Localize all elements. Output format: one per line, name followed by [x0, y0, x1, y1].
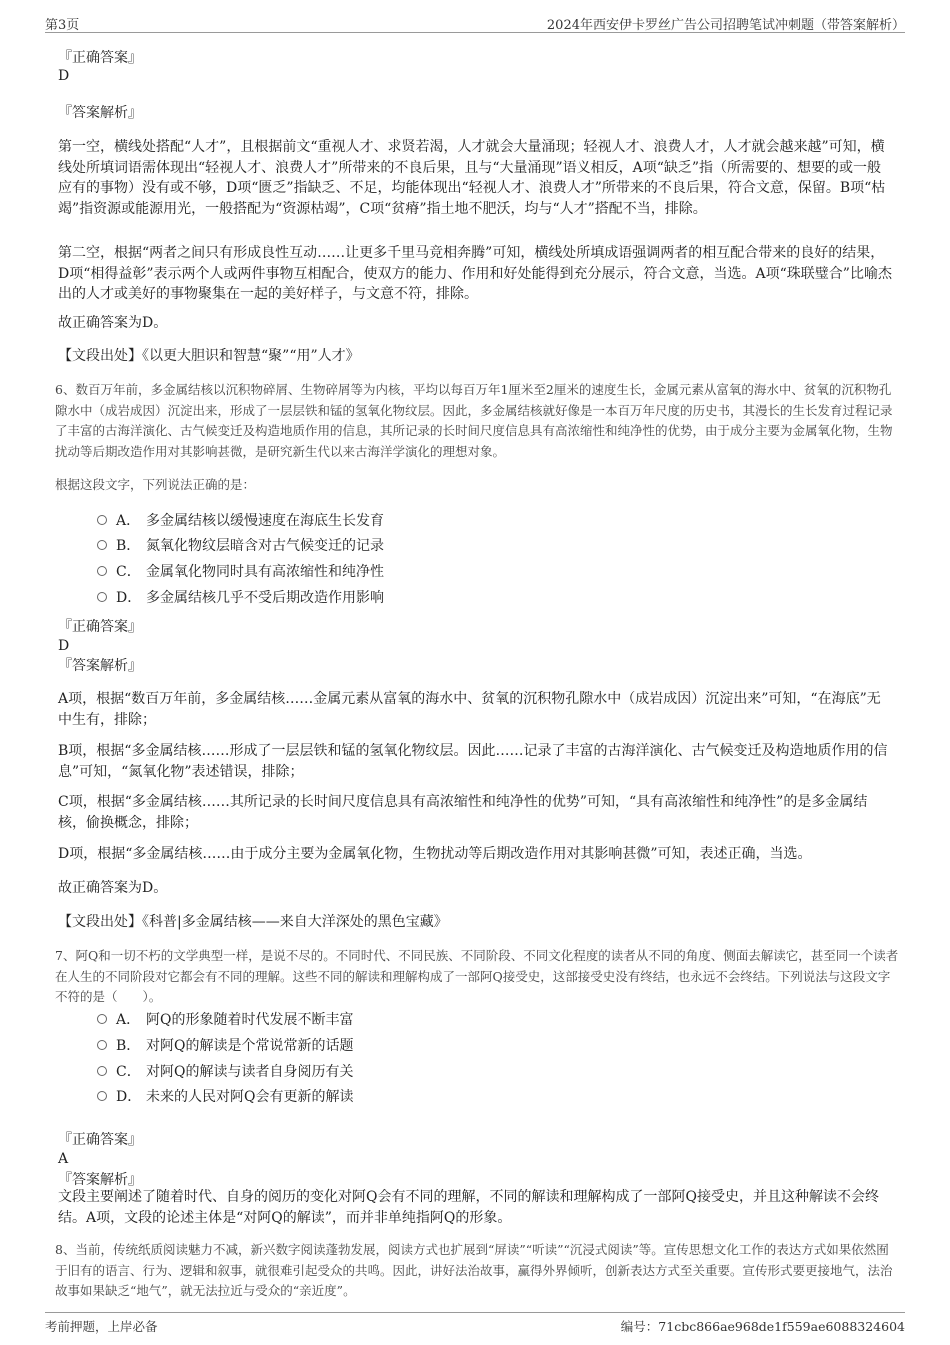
- q7-stem: 7、阿Q和一切不朽的文学典型一样，是说不尽的。不同时代、不同民族、不同阶段、不同文化程度的读者从不同的角度、侧面去解读它，甚至同一个读者在人生的不同阶段对它都会有不同的理解。这些不同的解读和理解构成了一部阿Q接受史，这部接受史没有终结，也永远不会终结。下列说法与这段文字不符的是（ ）。: [55, 948, 899, 1004]
- q5-answer: D: [58, 68, 70, 84]
- q6-conclusion: 故正确答案为D。: [58, 880, 168, 896]
- q6-analysis-d: D项，根据“多金属结核……由于成分主要为金属氧化物，生物扰动等后期改造作用对其影响甚微”可知，表述正确，当选。: [58, 846, 812, 862]
- radio-icon[interactable]: [97, 1091, 107, 1101]
- q5-analysis-p2: 第二空，根据“两者之间只有形成良性互动……让更多千里马竞相奔腾”可知，横线处所填成语强调两者的相互配合带来的良好的结果，D项“相得益彰”表示两个人或两件事物互相配合，使双方的能力、作用和好处能得到充分展示，符合文意，当选。A项“珠联璧合”比喻杰出的人才或美好的事物聚集在一起的美好样子，与文意不符，排除。: [58, 245, 892, 302]
- q6-option-a[interactable]: A． 多金属结核以缓慢速度在海底生长发育: [97, 511, 384, 531]
- q7-analysis-label: 『答案解析』: [58, 1172, 142, 1188]
- radio-icon[interactable]: [97, 1040, 107, 1050]
- q6-source: 【文段出处】《科普|多金属结核——来自大洋深处的黑色宝藏》: [58, 914, 448, 930]
- footer-slogan: 考前押题，上岸必备: [45, 1319, 158, 1334]
- radio-icon[interactable]: [97, 1066, 107, 1076]
- page-footer: [45, 1312, 905, 1336]
- q7-option-b[interactable]: B． 对阿Q的解读是个常说常新的话题: [97, 1036, 353, 1056]
- q5-analysis-label: 『答案解析』: [58, 105, 142, 121]
- radio-icon[interactable]: [97, 566, 107, 576]
- q6-answer: D: [58, 638, 70, 654]
- q6-analysis-label: 『答案解析』: [58, 658, 142, 674]
- q5-answer-label: 『正确答案』: [58, 50, 142, 66]
- q5-source: 【文段出处】《以更大胆识和智慧“聚”“用”人才》: [58, 348, 360, 364]
- q7-option-c[interactable]: C． 对阿Q的解读与读者自身阅历有关: [97, 1062, 353, 1082]
- q6-analysis-a: A项，根据“数百万年前，多金属结核……金属元素从富氧的海水中、贫氧的沉积物孔隙水中（成岩成因）沉淀出来”可知，“在海底”无中生有，排除；: [58, 691, 881, 728]
- q6-option-c[interactable]: C． 金属氧化物同时具有高浓缩性和纯净性: [97, 562, 384, 582]
- footer-code: 编号：71cbc866ae968de1f559ae6088324604: [620, 1319, 905, 1334]
- q7-answer: A: [58, 1151, 69, 1167]
- q8-stem: 8、当前，传统纸质阅读魅力不减，新兴数字阅读蓬勃发展，阅读方式也扩展到“屏读”“听读”“沉浸式阅读”等。宣传思想文化工作的表达方式如果依然囿于旧有的语言、行为、逻辑和叙事，就很难引起受众的共鸣。因此，讲好法治故事，赢得外界倾听，创新表达方式至关重要。宣传形式要更接地气，法治故事如果缺乏“地气”，就无法拉近与受众的“亲近度”。: [55, 1242, 893, 1298]
- radio-icon[interactable]: [97, 540, 107, 550]
- q7-analysis: 文段主要阐述了随着时代、自身的阅历的变化对阿Q会有不同的理解，不同的解读和理解构成了一部阿Q接受史，并且这种解读不会终结。A项，文段的论述主体是“对阿Q的解读”，而并非单纯指阿Q的形象。: [58, 1189, 879, 1226]
- radio-icon[interactable]: [97, 1014, 107, 1024]
- q6-answer-label: 『正确答案』: [58, 619, 142, 635]
- q6-analysis-c: C项，根据“多金属结核……其所记录的长时间尺度信息具有高浓缩性和纯净性的优势”可知，“具有高浓缩性和纯净性”的是多金属结核，偷换概念，排除；: [58, 794, 868, 831]
- q6-prompt: 根据这段文字，下列说法正确的是：: [55, 477, 256, 492]
- document-title: 2024年西安伊卡罗丝广告公司招聘笔试冲刺题（带答案解析）: [546, 18, 905, 33]
- radio-icon[interactable]: [97, 515, 107, 525]
- q6-option-d[interactable]: D． 多金属结核几乎不受后期改造作用影响: [97, 588, 384, 608]
- q7-answer-label: 『正确答案』: [58, 1132, 142, 1148]
- q5-analysis-p1: 第一空，横线处搭配“人才”，且根据前文“重视人才、求贤若渴，人才就会大量涌现；轻视人才、浪费人才，人才就会越来越”可知，横线处所填词语需体现出“轻视人才、浪费人才”所带来的不良后果，且与“大量涌现”语义相反，A项“缺乏”指（所需要的、想要的或一般应有的事物）没有或不够，D项“匮乏”指缺乏、不足，均能体现出“轻视人才、浪费人才”所带来的不良后果，符合文意，保留。B项“枯竭”指资源或能源用光，一般搭配为“资源枯竭”，C项“贫瘠”指土地不肥沃，均与“人才”搭配不当，排除。: [58, 139, 886, 217]
- q6-analysis-b: B项，根据“多金属结核……形成了一层层铁和锰的氢氧化物纹层。因此……记录了丰富的古海洋演化、古气候变迁及构造地质作用的信息”可知，“氮氧化物”表述错误，排除；: [58, 743, 888, 780]
- q6-stem: 6、数百万年前，多金属结核以沉积物碎屑、生物碎屑等为内核，平均以每百万年1厘米至2厘米的速度生长，金属元素从富氧的海水中、贫氧的沉积物孔隙水中（成岩成因）沉淀出来，形成了一层层铁和锰的氢氧化物纹层。因此，多金属结核就好像是一本百万年尺度的历史书，其漫长的生长发育过程记录了丰富的古海洋演化、古气候变迁及构造地质作用的信息，其所记录的长时间尺度信息具有高浓缩性和纯净性的优势，由于成分主要为金属氧化物，生物扰动等后期改造作用对其影响甚微，是研究新生代以来古海洋学演化的理想对象。: [55, 382, 893, 459]
- page-number: 第3页: [45, 18, 80, 33]
- radio-icon[interactable]: [97, 592, 107, 602]
- q5-conclusion: 故正确答案为D。: [58, 315, 168, 331]
- q7-option-a[interactable]: A． 阿Q的形象随着时代发展不断丰富: [97, 1010, 353, 1030]
- q7-option-d[interactable]: D． 未来的人民对阿Q会有更新的解读: [97, 1087, 353, 1107]
- page-header: [45, 14, 905, 33]
- q6-option-b[interactable]: B． 氮氧化物纹层暗含对古气候变迁的记录: [97, 536, 384, 556]
